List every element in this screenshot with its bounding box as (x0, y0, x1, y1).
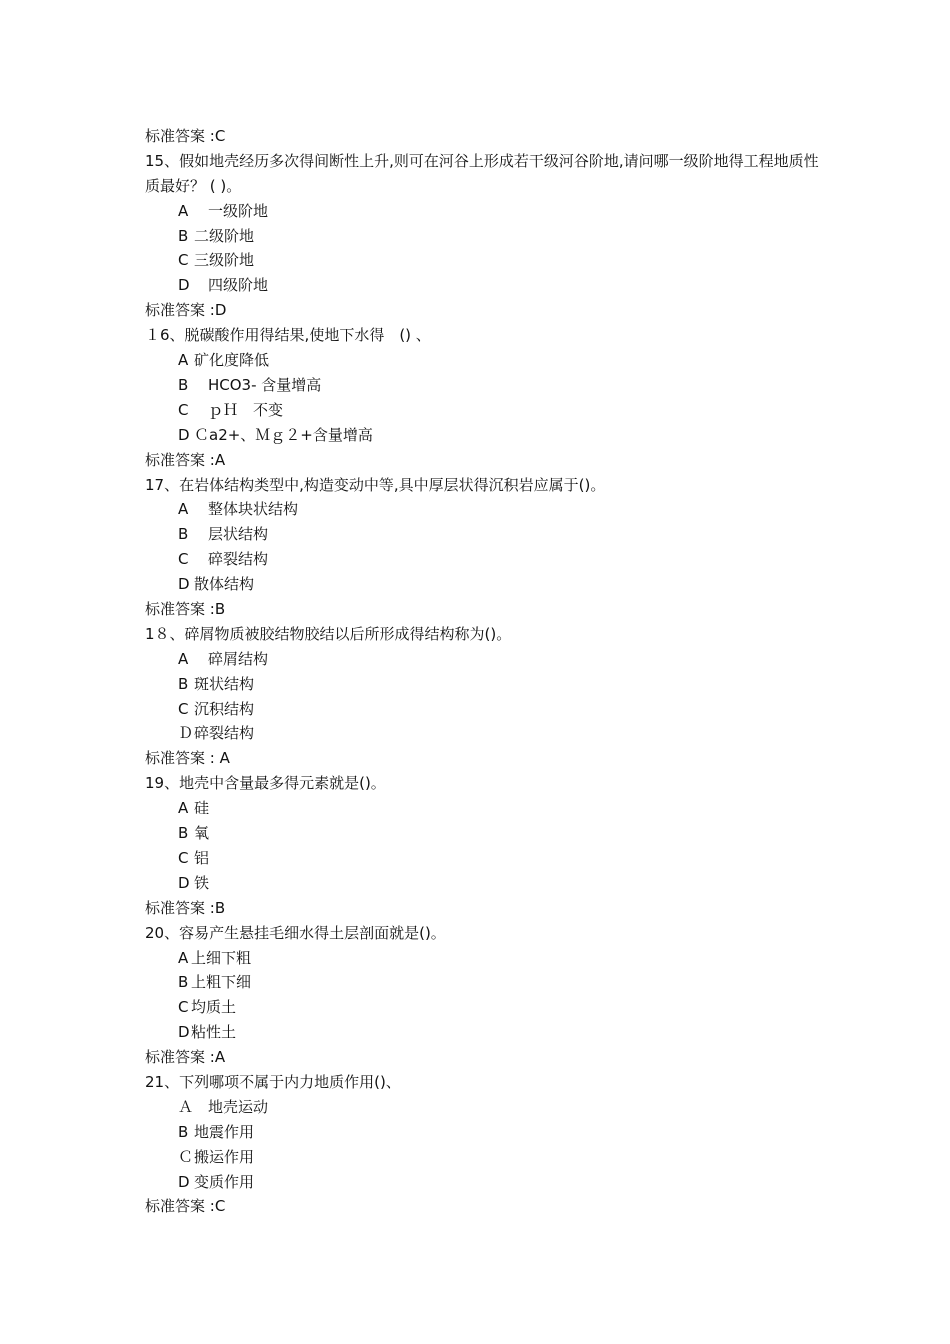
question-text: 15、假如地壳经历多次得间断性上升,则可在河谷上形成若干级河谷阶地,请问哪一级阶地得工程地质性质最好？ ( )。 (145, 151, 819, 195)
answer-option (145, 672, 825, 697)
answer-option (145, 1170, 825, 1195)
answer-option (145, 970, 825, 995)
option-key: B (178, 226, 189, 245)
option-text: 硅 (194, 799, 210, 818)
option-key: D (178, 1172, 190, 1191)
standard-answer: 标准答案 :A (145, 1048, 226, 1067)
option-key: A (178, 500, 189, 519)
answer-option (145, 1120, 825, 1145)
option-text: 上粗下细 (191, 973, 252, 992)
question-text: １6、脱碳酸作用得结果,使地下水得 () 、 (145, 326, 431, 345)
option-key: B (178, 1122, 189, 1141)
option-text: 变质作用 (194, 1172, 255, 1191)
answer-option (145, 946, 825, 971)
answer-option (145, 423, 825, 448)
question-text: 20、容易产生悬挂毛细水得土层剖面就是()。 (145, 923, 446, 942)
option-text: 层状结构 (208, 525, 269, 544)
question-text: 1８、碎屑物质被胶结物胶结以后所形成得结构称为()。 (145, 624, 512, 643)
option-text: 地震作用 (194, 1122, 255, 1141)
question-text: 17、在岩体结构类型中,构造变动中等,具中厚层状得沉积岩应属于()。 (145, 475, 606, 494)
option-key: D (178, 425, 190, 444)
question-text: 19、地壳中含量最多得元素就是()。 (145, 774, 386, 793)
option-text: 铝 (194, 848, 210, 867)
option-key: D (178, 276, 190, 295)
option-text: 铁 (194, 873, 210, 892)
answer-option (145, 224, 825, 249)
option-text: Ｃa2+、Ｍｇ２+含量增高 (194, 425, 373, 444)
option-text: 碎裂结构 (194, 724, 255, 743)
answer-option (145, 821, 825, 846)
option-key: B (178, 375, 189, 394)
standard-answer: 标准答案 :C (145, 127, 226, 145)
answer-option (145, 1145, 825, 1170)
option-key: D (178, 1023, 190, 1042)
option-key: C (178, 699, 189, 718)
option-text: 四级阶地 (208, 276, 269, 295)
option-text: 矿化度降低 (194, 351, 270, 370)
option-text: 三级阶地 (194, 251, 255, 270)
standard-answer: 标准答案 : A (145, 749, 230, 768)
answer-option (145, 697, 825, 722)
option-text: 二级阶地 (194, 226, 255, 245)
option-key: A (178, 948, 189, 967)
standard-answer: 标准答案 :D (145, 301, 227, 320)
option-key: B (178, 973, 189, 992)
option-text: ｐＨ 不变 (208, 400, 284, 419)
answer-option (145, 846, 825, 871)
option-key: C (178, 251, 189, 270)
answer-option (145, 1095, 825, 1120)
answer-option (145, 647, 825, 672)
option-key: Ａ (178, 1097, 194, 1116)
option-text: 一级阶地 (208, 201, 269, 220)
standard-answer: 标准答案 :B (145, 898, 226, 917)
option-text: 地壳运动 (208, 1097, 269, 1116)
option-key: D (178, 873, 190, 892)
answer-option (145, 522, 825, 547)
option-key: C (178, 998, 189, 1017)
option-text: 搬运作用 (194, 1147, 255, 1166)
answer-option (145, 348, 825, 373)
question-text: 21、下列哪项不属于内力地质作用()、 (145, 1072, 401, 1091)
option-key: B (178, 824, 189, 843)
answer-option (145, 796, 825, 821)
option-text: 碎裂结构 (208, 550, 269, 569)
answer-option (145, 1020, 825, 1045)
option-key: A (178, 351, 189, 370)
option-text: 粘性土 (191, 1023, 237, 1042)
option-text: 均质土 (191, 998, 237, 1017)
option-text: 斑状结构 (194, 674, 255, 693)
option-text: 整体块状结构 (208, 500, 299, 519)
option-text: 上细下粗 (191, 948, 252, 967)
answer-option (145, 398, 825, 423)
option-key: B (178, 525, 189, 544)
answer-option (145, 273, 825, 298)
answer-option (145, 871, 825, 896)
answer-option (145, 199, 825, 224)
option-key: A (178, 201, 189, 220)
standard-answer: 标准答案 :C (145, 1197, 226, 1216)
option-key: A (178, 649, 189, 668)
option-text: 沉积结构 (194, 699, 255, 718)
answer-option (145, 721, 825, 746)
option-key: Ｄ (178, 724, 194, 743)
answer-option (145, 497, 825, 522)
answer-option (145, 248, 825, 273)
option-text: 碎屑结构 (208, 649, 269, 668)
option-key: C (178, 848, 189, 867)
option-text: 散体结构 (194, 575, 255, 594)
option-key: D (178, 575, 190, 594)
answer-option (145, 373, 825, 398)
answer-option (145, 995, 825, 1020)
option-key: C (178, 550, 189, 569)
option-text: 氧 (194, 824, 210, 843)
option-key: B (178, 674, 189, 693)
answer-option (145, 547, 825, 572)
option-key: Ｃ (178, 1147, 194, 1166)
option-key: A (178, 799, 189, 818)
standard-answer: 标准答案 :A (145, 450, 226, 469)
answer-option (145, 572, 825, 597)
option-key: C (178, 400, 189, 419)
question-list (145, 124, 825, 1219)
standard-answer: 标准答案 :B (145, 599, 226, 618)
option-text: HCO3- 含量增高 (208, 375, 322, 394)
